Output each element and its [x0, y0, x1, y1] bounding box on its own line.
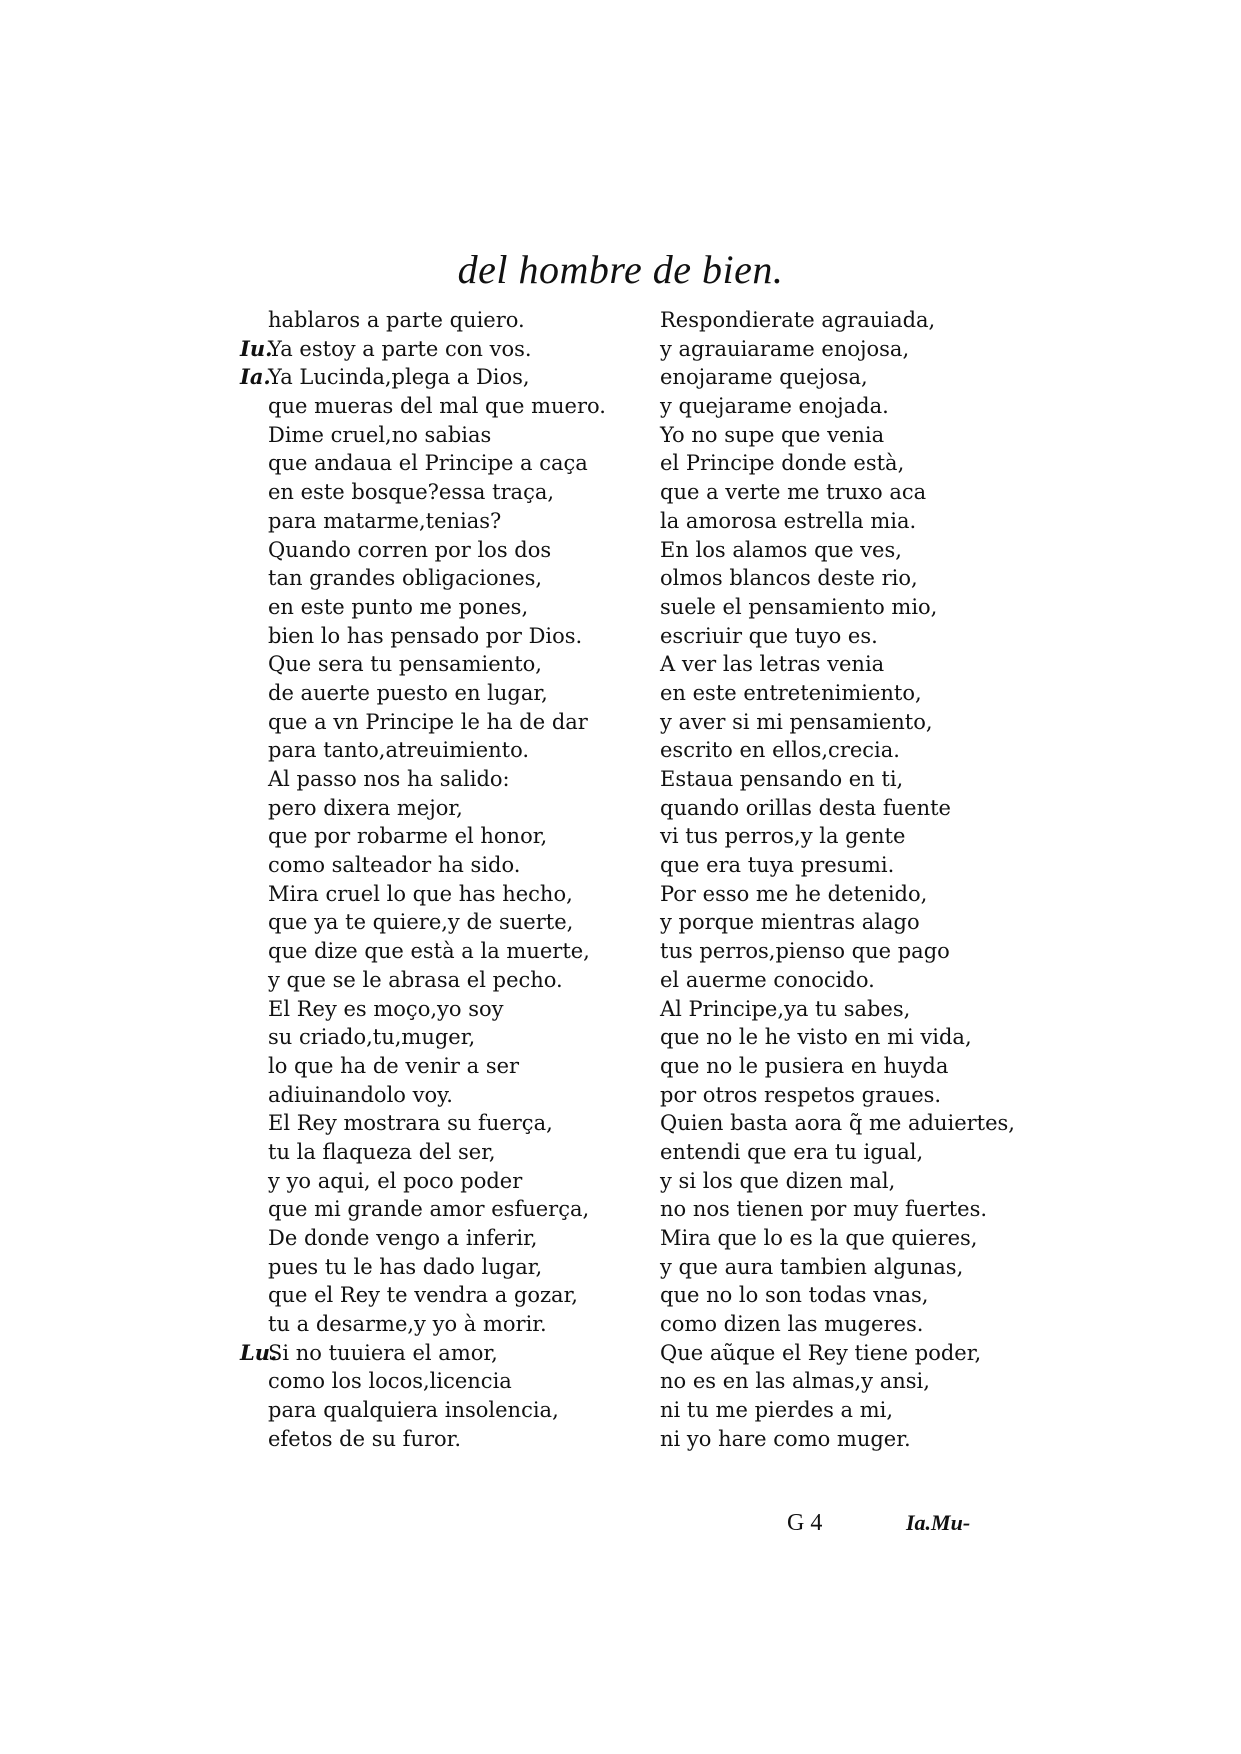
- verse-line: [660, 1052, 1050, 1081]
- verse-line: [228, 1396, 618, 1425]
- verse-line: [228, 1052, 618, 1081]
- verse-text: enojarame quejosa,: [660, 365, 868, 390]
- verse-text: Que aũque el Rey tiene poder,: [660, 1340, 982, 1365]
- verse-line: [228, 765, 618, 794]
- page-title: del hombre de bien.: [457, 247, 784, 292]
- verse-text: por otros respetos graues.: [660, 1082, 942, 1107]
- verse-text: que no lo son todas vnas,: [660, 1283, 929, 1308]
- verse-text: Quando corren por los dos: [268, 537, 552, 562]
- verse-text: y quejarame enojada.: [660, 394, 889, 419]
- catchword: Ia.Mu-: [906, 1510, 971, 1535]
- verse-text: pero dixera mejor,: [268, 795, 463, 820]
- verse-text: para tanto,atreuimiento.: [268, 738, 530, 763]
- verse-text: y porque mientras alago: [660, 910, 920, 935]
- verse-text: adiuinandolo voy.: [268, 1082, 453, 1107]
- verse-line: [228, 306, 618, 335]
- verse-text: el Principe donde està,: [660, 451, 905, 476]
- verse-text: Respondierate agrauiada,: [660, 308, 936, 332]
- verse-text: su criado,tu,muger,: [268, 1025, 476, 1050]
- verse-text: El Rey mostrara su fuerça,: [268, 1111, 553, 1136]
- verse-line: [660, 736, 1050, 765]
- verse-line: [660, 765, 1050, 794]
- verse-line: [660, 306, 1050, 335]
- verse-line: [660, 937, 1050, 966]
- verse-text: Mira que lo es la que quieres,: [660, 1226, 978, 1250]
- verse-line: [228, 1339, 618, 1368]
- verse-text: Al Principe,ya tu sabes,: [660, 996, 911, 1021]
- verse-line: [228, 1109, 618, 1138]
- verse-line: [228, 1253, 618, 1282]
- verse-text: el auerme conocido.: [660, 967, 875, 992]
- speaker-label: Iu.: [240, 335, 273, 361]
- verse-text: que andaua el Principe a caça: [268, 451, 588, 476]
- verse-line: [228, 1081, 618, 1110]
- verse-text: que mueras del mal que muero.: [268, 394, 606, 419]
- verse-line: [228, 736, 618, 765]
- verse-line: [228, 794, 618, 823]
- verse-line: [228, 1195, 618, 1224]
- verse-line: [228, 335, 618, 364]
- verse-line: [660, 1167, 1050, 1196]
- verse-text: tu la flaqueza del ser,: [268, 1139, 496, 1164]
- verse-text: y agrauiarame enojosa,: [660, 336, 910, 361]
- verse-text: y yo aqui, el poco poder: [268, 1168, 523, 1193]
- verse-line: [228, 1310, 618, 1339]
- verse-line: [228, 363, 618, 392]
- verse-text: de auerte puesto en lugar,: [268, 680, 548, 705]
- verse-text: hablaros a parte quiero.: [268, 308, 525, 332]
- verse-text: como salteador ha sido.: [268, 853, 521, 878]
- verse-text: y si los que dizen mal,: [660, 1168, 896, 1193]
- verse-line: [660, 995, 1050, 1024]
- verse-text: bien lo has pensado por Dios.: [268, 623, 583, 648]
- verse-text: no nos tienen por muy fuertes.: [660, 1197, 988, 1222]
- verse-text: que el Rey te vendra a gozar,: [268, 1283, 578, 1308]
- verse-line: [660, 822, 1050, 851]
- verse-text: que no le he visto en mi vida,: [660, 1025, 972, 1050]
- verse-text: Por esso me he detenido,: [660, 881, 928, 906]
- verse-line: [228, 622, 618, 651]
- verse-line: [228, 1138, 618, 1167]
- verse-line: [660, 880, 1050, 909]
- verse-text: que era tuya presumi.: [660, 853, 895, 878]
- verse-text: y aver si mi pensamiento,: [660, 709, 933, 734]
- verse-line: [660, 536, 1050, 565]
- verse-line: [660, 363, 1050, 392]
- verse-text: en este punto me pones,: [268, 594, 529, 619]
- verse-line: [228, 851, 618, 880]
- verse-text: Yo no supe que venia: [660, 422, 885, 447]
- verse-text: que a vn Principe le ha de dar: [268, 709, 588, 734]
- verse-text: ni yo hare como muger.: [660, 1426, 911, 1451]
- verse-line: [660, 1367, 1050, 1396]
- verse-line: [660, 1253, 1050, 1282]
- verse-line: [660, 1081, 1050, 1110]
- verse-text: Mira cruel lo que has hecho,: [268, 881, 573, 906]
- verse-line: [228, 650, 618, 679]
- verse-text: A ver las letras venia: [660, 652, 885, 677]
- verse-line: [228, 1224, 618, 1253]
- verse-line: [228, 536, 618, 565]
- verse-text: ni tu me pierdes a mi,: [660, 1398, 894, 1423]
- verse-line: [228, 449, 618, 478]
- verse-text: como los locos,licencia: [268, 1369, 512, 1394]
- verse-text: En los alamos que ves,: [660, 537, 902, 562]
- verse-line: [660, 392, 1050, 421]
- verse-text: Dime cruel,no sabias: [268, 422, 492, 447]
- verse-line: [228, 593, 618, 622]
- verse-line: [660, 794, 1050, 823]
- verse-line: [660, 1195, 1050, 1224]
- verse-line: [228, 1425, 618, 1454]
- verse-text: Estaua pensando en ti,: [660, 767, 904, 791]
- verse-line: [228, 564, 618, 593]
- verse-text: pues tu le has dado lugar,: [268, 1254, 543, 1279]
- verse-text: y que aura tambien algunas,: [660, 1254, 964, 1279]
- verse-line: [660, 1138, 1050, 1167]
- verse-text: quando orillas desta fuente: [660, 795, 951, 820]
- verse-text: El Rey es moço,yo soy: [268, 996, 504, 1021]
- verse-text: no es en las almas,y ansi,: [660, 1369, 930, 1394]
- verse-text: efetos de su furor.: [268, 1426, 462, 1451]
- verse-line: [660, 449, 1050, 478]
- verse-line: [660, 507, 1050, 536]
- verse-line: [660, 478, 1050, 507]
- verse-line: [660, 593, 1050, 622]
- verse-line: [660, 564, 1050, 593]
- verse-line: [228, 1167, 618, 1196]
- verse-line: [660, 679, 1050, 708]
- verse-text: vi tus perros,y la gente: [660, 824, 906, 849]
- right-verse-column: [660, 306, 1050, 1454]
- verse-line: [660, 1023, 1050, 1052]
- verse-text: entendi que era tu igual,: [660, 1139, 924, 1164]
- verse-text: en este entretenimiento,: [660, 680, 922, 705]
- verse-text: en este bosque?essa traça,: [268, 480, 555, 505]
- verse-line: [228, 708, 618, 737]
- verse-text: lo que ha de venir a ser: [268, 1053, 520, 1078]
- verse-line: [660, 1425, 1050, 1454]
- verse-line: [228, 995, 618, 1024]
- verse-line: [228, 478, 618, 507]
- verse-text: Que sera tu pensamiento,: [268, 652, 542, 677]
- verse-line: [660, 851, 1050, 880]
- verse-text: De donde vengo a inferir,: [268, 1226, 538, 1250]
- verse-text: tan grandes obligaciones,: [268, 566, 543, 591]
- verse-line: [660, 650, 1050, 679]
- verse-text: suele el pensamiento mio,: [660, 594, 938, 619]
- verse-line: [660, 1339, 1050, 1368]
- verse-line: [228, 908, 618, 937]
- verse-line: [228, 1023, 618, 1052]
- verse-line: [660, 622, 1050, 651]
- verse-line: [228, 1367, 618, 1396]
- verse-text: la amorosa estrella mia.: [660, 508, 917, 533]
- verse-text: para qualquiera insolencia,: [268, 1398, 559, 1423]
- verse-text: Quien basta aora q̃ me aduiertes,: [660, 1111, 1015, 1136]
- verse-text: tus perros,pienso que pago: [660, 939, 950, 964]
- verse-line: [660, 335, 1050, 364]
- verse-text: Ya Lucinda,plega a Dios,: [268, 365, 530, 390]
- verse-line: [660, 908, 1050, 937]
- verse-text: que no le pusiera en huyda: [660, 1053, 949, 1078]
- verse-line: [660, 966, 1050, 995]
- verse-text: que dize que està a la muerte,: [268, 939, 590, 964]
- verse-line: [228, 966, 618, 995]
- verse-line: [660, 1310, 1050, 1339]
- verse-line: [660, 421, 1050, 450]
- verse-line: [660, 708, 1050, 737]
- verse-line: [660, 1109, 1050, 1138]
- verse-line: [660, 1224, 1050, 1253]
- verse-text: Si no tuuiera el amor,: [268, 1340, 498, 1365]
- verse-text: que ya te quiere,y de suerte,: [268, 910, 574, 935]
- verse-line: [660, 1281, 1050, 1310]
- verse-text: para matarme,tenias?: [268, 508, 502, 533]
- verse-text: como dizen las mugeres.: [660, 1312, 924, 1337]
- verse-text: Ya estoy a parte con vos.: [268, 336, 532, 361]
- verse-text: que por robarme el honor,: [268, 824, 548, 849]
- verse-line: [228, 822, 618, 851]
- verse-line: [228, 937, 618, 966]
- verse-text: olmos blancos deste rio,: [660, 566, 918, 591]
- speaker-label: Lu.: [240, 1339, 278, 1365]
- left-verse-column: [228, 306, 618, 1454]
- verse-line: [228, 880, 618, 909]
- speaker-label: Ia.: [240, 364, 271, 390]
- signature-mark: G 4: [787, 1510, 823, 1536]
- verse-text: que mi grande amor esfuerça,: [268, 1197, 590, 1222]
- verse-text: tu a desarme,y yo à morir.: [268, 1312, 547, 1337]
- verse-text: y que se le abrasa el pecho.: [268, 967, 563, 992]
- verse-line: [228, 679, 618, 708]
- verse-line: [660, 1396, 1050, 1425]
- verse-text: Al passo nos ha salido:: [268, 767, 510, 791]
- verse-line: [228, 392, 618, 421]
- verse-text: escriuir que tuyo es.: [660, 623, 878, 648]
- verse-text: que a verte me truxo aca: [660, 480, 927, 505]
- verse-line: [228, 1281, 618, 1310]
- verse-line: [228, 507, 618, 536]
- verse-line: [228, 421, 618, 450]
- verse-text: escrito en ellos,crecia.: [660, 738, 900, 763]
